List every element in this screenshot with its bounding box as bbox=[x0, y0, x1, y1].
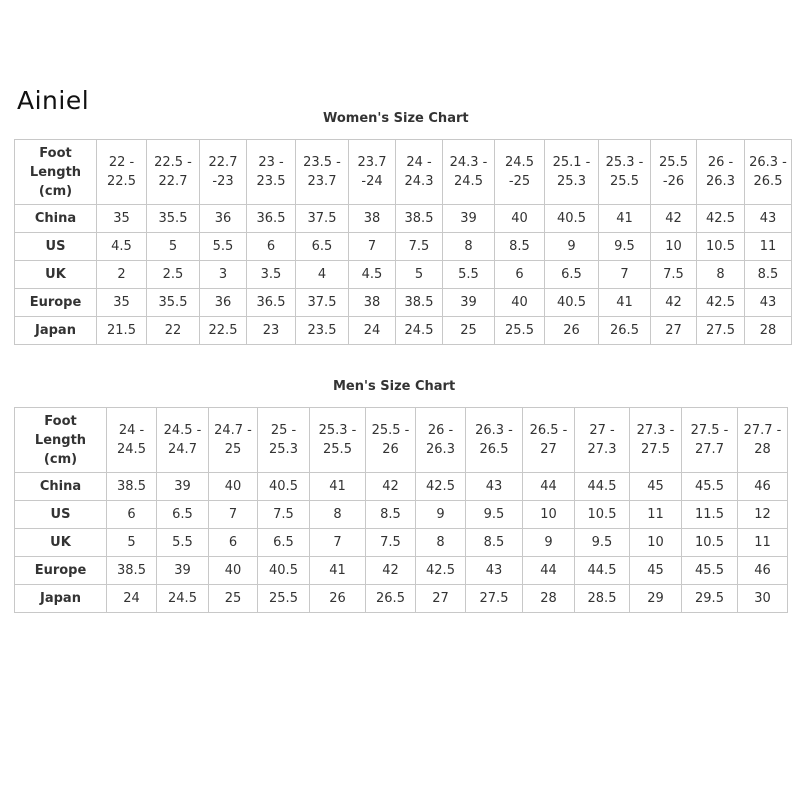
size-cell: 38.5 bbox=[107, 473, 157, 501]
foot-length-range-cell: 27.3 - 27.5 bbox=[630, 408, 682, 473]
size-cell: 42 bbox=[366, 557, 416, 585]
size-cell: 8.5 bbox=[745, 261, 792, 289]
size-cell: 8.5 bbox=[466, 529, 523, 557]
foot-length-header: Foot Length (cm) bbox=[15, 140, 97, 205]
foot-length-range-cell: 25 - 25.3 bbox=[258, 408, 310, 473]
size-cell: 43 bbox=[745, 289, 792, 317]
size-cell: 27 bbox=[416, 585, 466, 613]
size-cell: 39 bbox=[443, 289, 495, 317]
womens-size-table bbox=[14, 139, 792, 345]
size-cell: 7.5 bbox=[651, 261, 697, 289]
size-cell: 38 bbox=[349, 205, 396, 233]
size-cell: 41 bbox=[310, 473, 366, 501]
size-cell: 35 bbox=[97, 205, 147, 233]
size-cell: 39 bbox=[157, 557, 209, 585]
size-cell: 42.5 bbox=[697, 289, 745, 317]
size-cell: 3 bbox=[200, 261, 247, 289]
foot-length-range-cell: 23.5 - 23.7 bbox=[296, 140, 349, 205]
size-cell: 11 bbox=[738, 529, 788, 557]
size-cell: 4.5 bbox=[349, 261, 396, 289]
size-cell: 25 bbox=[209, 585, 258, 613]
size-cell: 9.5 bbox=[575, 529, 630, 557]
size-cell: 24.5 bbox=[396, 317, 443, 345]
size-cell: 37.5 bbox=[296, 205, 349, 233]
size-cell: 40 bbox=[209, 473, 258, 501]
size-cell: 24.5 bbox=[157, 585, 209, 613]
foot-length-range-cell: 22 - 22.5 bbox=[97, 140, 147, 205]
size-cell: 4.5 bbox=[97, 233, 147, 261]
row-label: UK bbox=[15, 261, 97, 289]
size-cell: 42 bbox=[366, 473, 416, 501]
foot-length-range-cell: 26.3 - 26.5 bbox=[466, 408, 523, 473]
size-cell: 26.5 bbox=[366, 585, 416, 613]
size-cell: 36 bbox=[200, 289, 247, 317]
size-cell: 45.5 bbox=[682, 557, 738, 585]
size-cell: 35.5 bbox=[147, 205, 200, 233]
size-cell: 9 bbox=[545, 233, 599, 261]
size-cell: 44.5 bbox=[575, 557, 630, 585]
row-label: China bbox=[15, 205, 97, 233]
size-cell: 10.5 bbox=[682, 529, 738, 557]
size-cell: 10.5 bbox=[697, 233, 745, 261]
foot-length-range-cell: 25.3 - 25.5 bbox=[310, 408, 366, 473]
foot-length-range-cell: 25.5 -26 bbox=[651, 140, 697, 205]
size-cell: 27.5 bbox=[697, 317, 745, 345]
row-label: China bbox=[15, 473, 107, 501]
foot-length-range-cell: 23.7 -24 bbox=[349, 140, 396, 205]
size-cell: 40.5 bbox=[258, 557, 310, 585]
table-row-europe bbox=[15, 289, 792, 317]
size-cell: 40 bbox=[495, 289, 545, 317]
womens-chart-title: Women's Size Chart bbox=[323, 111, 469, 126]
size-cell: 45.5 bbox=[682, 473, 738, 501]
size-cell: 42.5 bbox=[697, 205, 745, 233]
size-cell: 28.5 bbox=[575, 585, 630, 613]
size-cell: 12 bbox=[738, 501, 788, 529]
size-cell: 11.5 bbox=[682, 501, 738, 529]
size-cell: 26.5 bbox=[599, 317, 651, 345]
foot-length-range-cell: 24.7 - 25 bbox=[209, 408, 258, 473]
size-cell: 41 bbox=[599, 289, 651, 317]
foot-length-range-cell: 22.5 - 22.7 bbox=[147, 140, 200, 205]
size-cell: 41 bbox=[310, 557, 366, 585]
size-cell: 27.5 bbox=[466, 585, 523, 613]
size-cell: 40 bbox=[209, 557, 258, 585]
foot-length-range-cell: 26 - 26.3 bbox=[697, 140, 745, 205]
size-cell: 40 bbox=[495, 205, 545, 233]
table-row-us bbox=[15, 501, 788, 529]
size-cell: 35.5 bbox=[147, 289, 200, 317]
size-cell: 36.5 bbox=[247, 289, 296, 317]
size-cell: 9.5 bbox=[466, 501, 523, 529]
size-cell: 36.5 bbox=[247, 205, 296, 233]
brand-logo-text: Ainiel bbox=[17, 86, 90, 115]
size-cell: 2 bbox=[97, 261, 147, 289]
size-cell: 24 bbox=[107, 585, 157, 613]
size-cell: 25.5 bbox=[258, 585, 310, 613]
size-cell: 5.5 bbox=[157, 529, 209, 557]
foot-length-range-cell: 27.7 - 28 bbox=[738, 408, 788, 473]
size-cell: 36 bbox=[200, 205, 247, 233]
mens-size-table bbox=[14, 407, 788, 613]
size-cell: 26 bbox=[310, 585, 366, 613]
size-cell: 7.5 bbox=[396, 233, 443, 261]
size-cell: 5 bbox=[396, 261, 443, 289]
size-cell: 38 bbox=[349, 289, 396, 317]
size-cell: 28 bbox=[523, 585, 575, 613]
table-row-us bbox=[15, 233, 792, 261]
size-cell: 6.5 bbox=[157, 501, 209, 529]
size-cell: 29.5 bbox=[682, 585, 738, 613]
size-cell: 23.5 bbox=[296, 317, 349, 345]
size-cell: 6.5 bbox=[258, 529, 310, 557]
row-label: Europe bbox=[15, 289, 97, 317]
size-cell: 8.5 bbox=[495, 233, 545, 261]
size-cell: 8 bbox=[443, 233, 495, 261]
size-cell: 8 bbox=[697, 261, 745, 289]
size-cell: 9 bbox=[416, 501, 466, 529]
row-label: Europe bbox=[15, 557, 107, 585]
size-cell: 7 bbox=[209, 501, 258, 529]
size-cell: 42.5 bbox=[416, 473, 466, 501]
size-cell: 40.5 bbox=[545, 289, 599, 317]
size-cell: 22.5 bbox=[200, 317, 247, 345]
size-cell: 5.5 bbox=[200, 233, 247, 261]
size-cell: 44 bbox=[523, 557, 575, 585]
size-cell: 24 bbox=[349, 317, 396, 345]
size-cell: 10 bbox=[630, 529, 682, 557]
size-cell: 4 bbox=[296, 261, 349, 289]
size-cell: 9 bbox=[523, 529, 575, 557]
foot-length-range-cell: 27.5 - 27.7 bbox=[682, 408, 738, 473]
size-cell: 6 bbox=[107, 501, 157, 529]
foot-length-header: Foot Length (cm) bbox=[15, 408, 107, 473]
size-cell: 10 bbox=[651, 233, 697, 261]
size-cell: 45 bbox=[630, 557, 682, 585]
row-label: US bbox=[15, 501, 107, 529]
size-cell: 46 bbox=[738, 473, 788, 501]
size-cell: 43 bbox=[466, 473, 523, 501]
size-cell: 7 bbox=[349, 233, 396, 261]
size-cell: 7 bbox=[310, 529, 366, 557]
size-cell: 9.5 bbox=[599, 233, 651, 261]
size-cell: 44.5 bbox=[575, 473, 630, 501]
size-cell: 26 bbox=[545, 317, 599, 345]
table-header-row bbox=[15, 408, 788, 473]
foot-length-range-cell: 25.3 - 25.5 bbox=[599, 140, 651, 205]
size-cell: 8 bbox=[416, 529, 466, 557]
size-cell: 23 bbox=[247, 317, 296, 345]
size-cell: 7.5 bbox=[258, 501, 310, 529]
size-cell: 44 bbox=[523, 473, 575, 501]
foot-length-range-cell: 24.5 - 24.7 bbox=[157, 408, 209, 473]
table-row-europe bbox=[15, 557, 788, 585]
size-cell: 8 bbox=[310, 501, 366, 529]
size-cell: 10 bbox=[523, 501, 575, 529]
size-cell: 27 bbox=[651, 317, 697, 345]
table-row-uk bbox=[15, 529, 788, 557]
size-cell: 35 bbox=[97, 289, 147, 317]
foot-length-range-cell: 24.5 -25 bbox=[495, 140, 545, 205]
size-cell: 5 bbox=[107, 529, 157, 557]
size-cell: 43 bbox=[745, 205, 792, 233]
foot-length-range-cell: 24.3 - 24.5 bbox=[443, 140, 495, 205]
table-row-japan bbox=[15, 317, 792, 345]
table-row-china bbox=[15, 473, 788, 501]
row-label: Japan bbox=[15, 585, 107, 613]
size-cell: 38.5 bbox=[396, 205, 443, 233]
size-cell: 11 bbox=[745, 233, 792, 261]
foot-length-range-cell: 26 - 26.3 bbox=[416, 408, 466, 473]
size-cell: 6 bbox=[209, 529, 258, 557]
foot-length-range-cell: 22.7 -23 bbox=[200, 140, 247, 205]
size-cell: 7 bbox=[599, 261, 651, 289]
size-cell: 46 bbox=[738, 557, 788, 585]
foot-length-range-cell: 25.1 - 25.3 bbox=[545, 140, 599, 205]
size-cell: 43 bbox=[466, 557, 523, 585]
size-cell: 41 bbox=[599, 205, 651, 233]
size-cell: 22 bbox=[147, 317, 200, 345]
table-header-row bbox=[15, 140, 792, 205]
foot-length-range-cell: 26.5 - 27 bbox=[523, 408, 575, 473]
foot-length-range-cell: 23 - 23.5 bbox=[247, 140, 296, 205]
size-cell: 28 bbox=[745, 317, 792, 345]
size-cell: 6 bbox=[495, 261, 545, 289]
size-cell: 25 bbox=[443, 317, 495, 345]
size-cell: 40.5 bbox=[545, 205, 599, 233]
size-cell: 30 bbox=[738, 585, 788, 613]
size-cell: 38.5 bbox=[107, 557, 157, 585]
size-cell: 40.5 bbox=[258, 473, 310, 501]
table-row-china bbox=[15, 205, 792, 233]
size-cell: 45 bbox=[630, 473, 682, 501]
size-cell: 10.5 bbox=[575, 501, 630, 529]
row-label: UK bbox=[15, 529, 107, 557]
foot-length-range-cell: 24 - 24.5 bbox=[107, 408, 157, 473]
size-cell: 7.5 bbox=[366, 529, 416, 557]
foot-length-range-cell: 25.5 - 26 bbox=[366, 408, 416, 473]
size-cell: 42 bbox=[651, 205, 697, 233]
size-cell: 29 bbox=[630, 585, 682, 613]
foot-length-range-cell: 27 - 27.3 bbox=[575, 408, 630, 473]
size-cell: 39 bbox=[157, 473, 209, 501]
size-cell: 38.5 bbox=[396, 289, 443, 317]
row-label: US bbox=[15, 233, 97, 261]
row-label: Japan bbox=[15, 317, 97, 345]
table-row-japan bbox=[15, 585, 788, 613]
size-cell: 6.5 bbox=[545, 261, 599, 289]
size-cell: 21.5 bbox=[97, 317, 147, 345]
mens-chart-title: Men's Size Chart bbox=[333, 379, 456, 394]
size-cell: 5 bbox=[147, 233, 200, 261]
foot-length-range-cell: 26.3 - 26.5 bbox=[745, 140, 792, 205]
foot-length-range-cell: 24 - 24.3 bbox=[396, 140, 443, 205]
size-cell: 39 bbox=[443, 205, 495, 233]
size-cell: 2.5 bbox=[147, 261, 200, 289]
size-cell: 6.5 bbox=[296, 233, 349, 261]
size-cell: 5.5 bbox=[443, 261, 495, 289]
table-row-uk bbox=[15, 261, 792, 289]
size-cell: 6 bbox=[247, 233, 296, 261]
size-cell: 3.5 bbox=[247, 261, 296, 289]
size-cell: 8.5 bbox=[366, 501, 416, 529]
size-cell: 25.5 bbox=[495, 317, 545, 345]
size-cell: 37.5 bbox=[296, 289, 349, 317]
size-cell: 42.5 bbox=[416, 557, 466, 585]
size-cell: 11 bbox=[630, 501, 682, 529]
size-cell: 42 bbox=[651, 289, 697, 317]
